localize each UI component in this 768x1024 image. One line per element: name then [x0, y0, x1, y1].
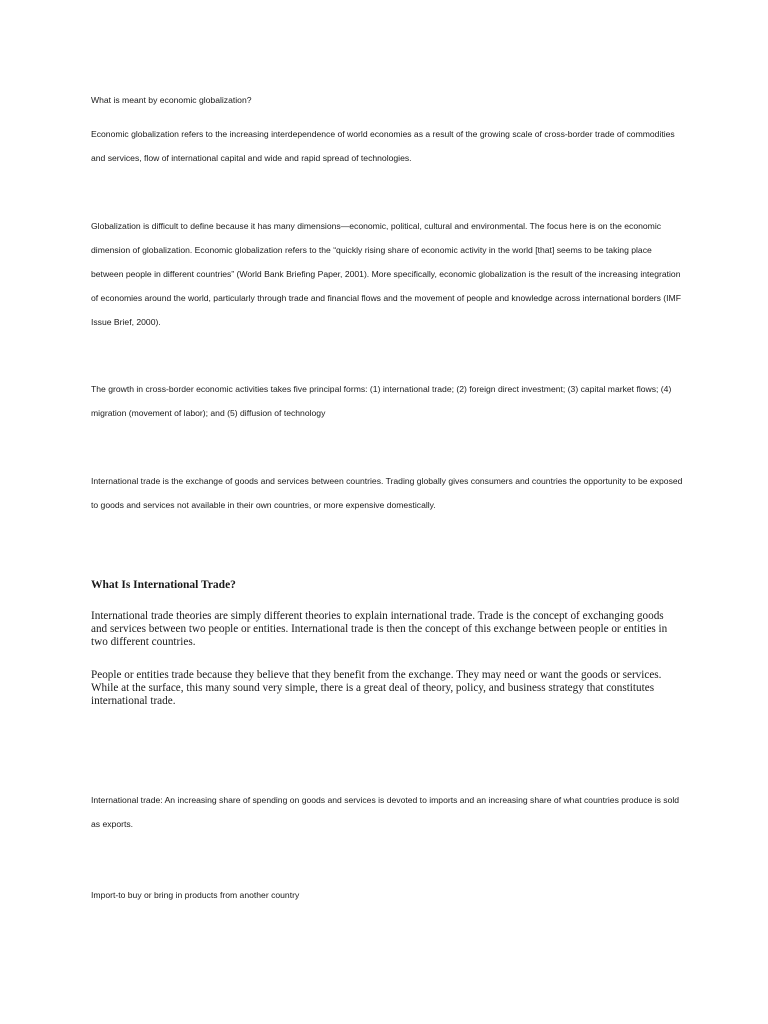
paragraph-dimensions: Globalization is difficult to define because it has many dimensions—economic, political, cultural and environmental. The focus here is on the economic dimension of globalization. Economic globalization refers to the “quickly rising share of economic activity in the world [that] seems to be taking place between people in different countries” (World Bank Briefing Paper, 2001). More specifically, economic globalization is the result of the increasing integration of economies around the world, particularly through trade and financial flows and the movement of people and knowledge across international borders (IMF Issue Brief, 2000).	[91, 221, 681, 327]
paragraph-definition: Economic globalization refers to the increasing interdependence of world economies as a result of the growing scale of cross-border trade of commodities and services, flow of international capital and wide and rapid spread of technologies.	[91, 129, 675, 163]
paragraph-import-definition: Import-to buy or bring in products from another country	[91, 890, 300, 900]
paragraph-international-trade: International trade is the exchange of goods and services between countries. Trading globally gives consumers and countries the opportunity to be exposed to goods and services not available in their own countries, or more expensive domestically.	[91, 476, 683, 510]
paragraph-why-trade: People or entities trade because they believe that they benefit from the exchange. They may need or want the goods or services. While at the surface, this many sound very simple, there is a great deal of theory, policy, and business strategy that constitutes international trade.	[91, 669, 662, 707]
question-text: What is meant by economic globalization?	[91, 95, 252, 105]
paragraph-spending-share: International trade: An increasing share of spending on goods and services is devoted to imports and an increasing share of what countries produce is sold as exports.	[91, 795, 680, 829]
section-heading: What Is International Trade?	[91, 579, 236, 591]
paragraph-trade-theories: International trade theories are simply different theories to explain international trade. Trade is the concept of exchanging goods and services between two people or entities. International trade is then the concept of this exchange between people or entities in two different countries.	[91, 610, 668, 648]
paragraph-five-forms: The growth in cross-border economic activities takes five principal forms: (1) international trade; (2) foreign direct investment; (3) capital market flows; (4) migration (movement of labor); and (5) diffusion of technology	[91, 384, 672, 418]
